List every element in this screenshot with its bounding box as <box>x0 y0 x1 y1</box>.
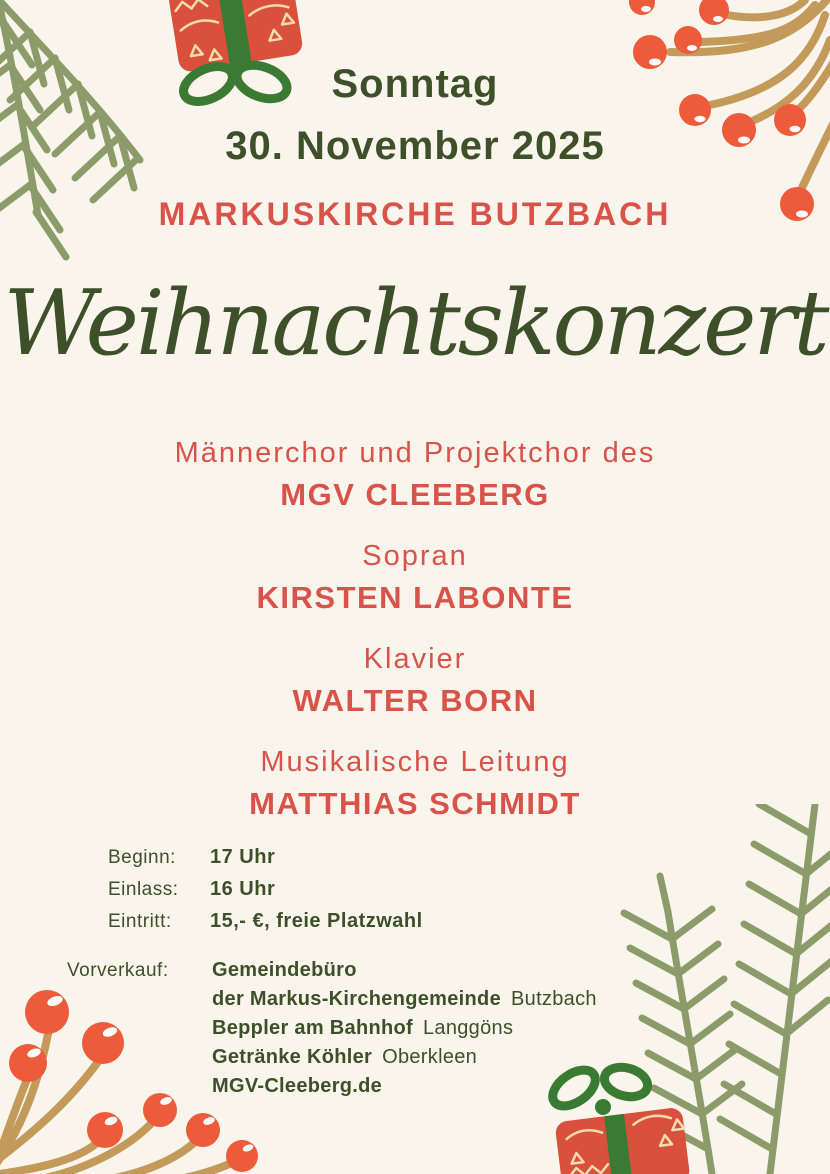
event-details <box>108 846 423 942</box>
presale-location-name: Gemeindebüro <box>212 959 357 981</box>
event-date: 30. November 2025 <box>225 124 605 168</box>
presale-website: MGV-Cleeberg.de <box>212 1075 383 1097</box>
detail-label: Einlass: <box>108 879 179 900</box>
presale-location-name: der Markus-Kirchengemeinde <box>212 988 501 1010</box>
performer-name: KIRSTEN LABONTE <box>256 579 574 615</box>
detail-value: 16 Uhr <box>210 878 276 900</box>
performer-conductor <box>0 745 830 822</box>
presale-location-town: Butzbach <box>511 988 597 1010</box>
performers-section <box>0 436 830 848</box>
venue-name: MARKUSKIRCHE BUTZBACH <box>158 196 672 232</box>
performer-name: WALTER BORN <box>292 682 538 718</box>
detail-value: 15,- €, freie Platzwahl <box>210 910 423 932</box>
presale-location-town: Langgöns <box>422 1017 514 1039</box>
performer-choir <box>0 436 830 513</box>
performer-role: Musikalische Leitung <box>260 745 570 778</box>
presale-location-name: Getränke Köhler <box>212 1046 373 1068</box>
detail-label: Beginn: <box>108 847 176 868</box>
performer-role: Männerchor und Projektchor des <box>174 437 656 469</box>
presale-label: Vorverkauf: <box>67 960 169 981</box>
presale-line <box>212 960 597 981</box>
performer-role: Klavier <box>363 642 467 675</box>
detail-label: Eintritt: <box>108 911 172 932</box>
presale-line <box>212 1018 597 1039</box>
performer-name: MATTHIAS SCHMIDT <box>249 785 581 821</box>
performer-piano <box>0 642 830 719</box>
presale-locations <box>212 960 597 1105</box>
presale-line <box>212 1076 597 1097</box>
presale-section <box>67 960 597 1105</box>
presale-location-name: Beppler am Bahnhof <box>212 1017 413 1039</box>
event-day: Sonntag <box>331 62 499 106</box>
detail-row-price <box>108 910 423 933</box>
event-title: Weihnachtskonzert <box>3 271 827 376</box>
presale-location-town: Oberkleen <box>382 1046 478 1068</box>
performer-name: MGV CLEEBERG <box>280 476 550 512</box>
detail-row-begin <box>108 846 423 869</box>
detail-row-admission <box>108 878 423 901</box>
presale-line <box>212 989 597 1010</box>
detail-value: 17 Uhr <box>210 846 276 868</box>
presale-line <box>212 1047 597 1068</box>
performer-soprano <box>0 539 830 616</box>
gift-box-body <box>554 1107 690 1174</box>
performer-role: Sopran <box>362 539 468 572</box>
